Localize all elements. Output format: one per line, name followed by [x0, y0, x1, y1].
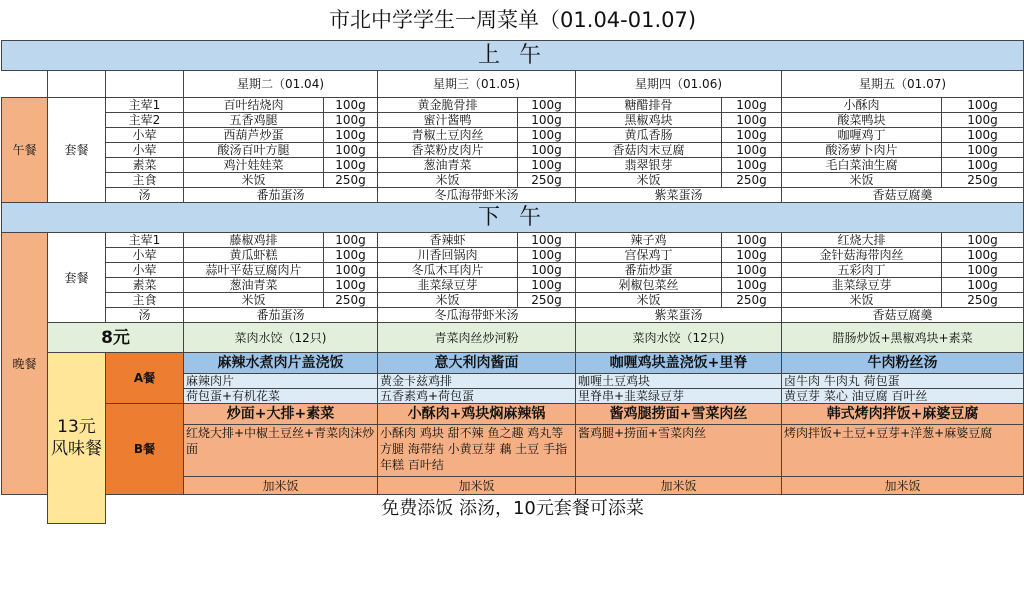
dish-name: 韭菜绿豆芽	[378, 278, 518, 293]
portion: 100g	[722, 128, 782, 143]
portion: 100g	[722, 248, 782, 263]
dish-name: 番茄炒蛋	[576, 263, 722, 278]
a-dish-title: 牛肉粉丝汤	[782, 353, 1024, 374]
portion: 250g	[942, 293, 1024, 308]
portion: 250g	[518, 173, 576, 188]
portion: 100g	[518, 278, 576, 293]
menu-row	[2, 248, 1024, 263]
portion: 100g	[324, 158, 378, 173]
portion: 100g	[722, 113, 782, 128]
dish-name: 米饭	[184, 173, 324, 188]
extra-rice: 加米饭	[184, 477, 378, 495]
portion: 100g	[324, 113, 378, 128]
portion: 100g	[518, 128, 576, 143]
dish-name: 香菇豆腐羹	[782, 188, 1024, 203]
dish-name: 黄瓜香肠	[576, 128, 722, 143]
dish-name: 紫菜蛋汤	[576, 308, 782, 323]
dish-name: 五彩肉丁	[782, 263, 942, 278]
dish-name: 蜜汁酱鸭	[378, 113, 518, 128]
price-13-label: 13元风味餐	[48, 353, 106, 524]
dish-name: 香菜粉皮肉片	[378, 143, 518, 158]
dish-name: 蒜叶平菇豆腐肉片	[184, 263, 324, 278]
portion: 100g	[942, 233, 1024, 248]
category-label: 汤	[106, 188, 184, 203]
dish-name: 川香回锅肉	[378, 248, 518, 263]
set-meal-label: 套餐	[48, 98, 106, 203]
morning-banner: 上 午	[2, 41, 1024, 71]
b-dish-desc: 红烧大排+中椒土豆丝+青菜肉沫炒面	[184, 425, 378, 477]
dish-name: 红烧大排	[782, 233, 942, 248]
portion: 250g	[942, 173, 1024, 188]
dish-name: 米饭	[782, 173, 942, 188]
menu-row	[2, 128, 1024, 143]
portion: 100g	[518, 98, 576, 113]
portion: 100g	[324, 263, 378, 278]
day-header-row	[2, 71, 1024, 98]
dish-name: 冬瓜海带虾米汤	[378, 188, 576, 203]
menu-row	[2, 173, 1024, 188]
dish-name: 葱油青菜	[378, 158, 518, 173]
portion: 100g	[518, 113, 576, 128]
category-label: 素菜	[106, 158, 184, 173]
category-label: 小荤	[106, 143, 184, 158]
portion: 250g	[518, 293, 576, 308]
afternoon-banner: 下 午	[2, 203, 1024, 233]
portion: 100g	[722, 278, 782, 293]
portion: 100g	[942, 278, 1024, 293]
dish-name: 香辣虾	[378, 233, 518, 248]
portion: 100g	[942, 248, 1024, 263]
dish-name: 百叶结烧肉	[184, 98, 324, 113]
price-8-label: 8元	[48, 323, 184, 353]
dish-name: 金针菇海带肉丝	[782, 248, 942, 263]
b-dish-desc: 烤肉拌饭+土豆+豆芽+洋葱+麻婆豆腐	[782, 425, 1024, 477]
portion: 100g	[324, 143, 378, 158]
dish-name: 米饭	[378, 173, 518, 188]
a-dish-line: 卤牛肉 牛肉丸 荷包蛋	[782, 374, 1024, 389]
combo-item: 青菜肉丝炒河粉	[378, 323, 576, 353]
set-meal-label: 套餐	[48, 233, 106, 323]
dish-name: 小酥肉	[782, 98, 942, 113]
dish-name: 番茄蛋汤	[184, 188, 378, 203]
portion: 100g	[324, 248, 378, 263]
category-label: 主荤1	[106, 98, 184, 113]
menu-row	[2, 263, 1024, 278]
portion: 100g	[942, 98, 1024, 113]
b-dish-title: 炒面+大排+素菜	[184, 404, 378, 425]
dish-name: 辣子鸡	[576, 233, 722, 248]
category-label: 主荤1	[106, 233, 184, 248]
portion: 100g	[324, 278, 378, 293]
dish-name: 糖醋排骨	[576, 98, 722, 113]
dish-name: 米饭	[184, 293, 324, 308]
day-header: 星期五（01.07)	[782, 71, 1024, 98]
dish-name: 青椒土豆肉丝	[378, 128, 518, 143]
category-label: 主食	[106, 173, 184, 188]
a-dish-title: 咖喱鸡块盖浇饭+里脊	[576, 353, 782, 374]
day-header: 星期二（01.04)	[184, 71, 378, 98]
dish-name: 鸡汁娃娃菜	[184, 158, 324, 173]
portion: 250g	[324, 173, 378, 188]
category-label: 小荤	[106, 248, 184, 263]
a-dish-line: 黄豆芽 菜心 油豆腐 百叶丝	[782, 389, 1024, 404]
dish-name: 番茄蛋汤	[184, 308, 378, 323]
dish-name: 米饭	[576, 293, 722, 308]
portion: 100g	[518, 158, 576, 173]
portion: 100g	[518, 248, 576, 263]
dish-name: 米饭	[378, 293, 518, 308]
dish-name: 西葫芦炒蛋	[184, 128, 324, 143]
portion: 100g	[518, 143, 576, 158]
portion: 100g	[942, 143, 1024, 158]
dish-name: 毛白菜油生腐	[782, 158, 942, 173]
menu-row	[2, 113, 1024, 128]
portion: 100g	[942, 113, 1024, 128]
b-meal-label: B餐	[106, 404, 184, 495]
a-dish-title: 意大利肉酱面	[378, 353, 576, 374]
day-header: 星期三（01.05)	[378, 71, 576, 98]
dish-name: 五香鸡腿	[184, 113, 324, 128]
dish-name: 酸汤萝卜肉片	[782, 143, 942, 158]
menu-row	[2, 308, 1024, 323]
menu-table	[1, 0, 1024, 524]
portion: 250g	[722, 293, 782, 308]
b-dish-title: 小酥肉+鸡块焖麻辣锅	[378, 404, 576, 425]
portion: 250g	[324, 293, 378, 308]
portion: 100g	[324, 128, 378, 143]
category-label: 主荤2	[106, 113, 184, 128]
portion: 100g	[722, 98, 782, 113]
portion: 100g	[324, 98, 378, 113]
dish-name: 黄瓜虾糕	[184, 248, 324, 263]
dish-name: 冬瓜木耳肉片	[378, 263, 518, 278]
menu-row	[2, 293, 1024, 308]
category-label: 汤	[106, 308, 184, 323]
footer-note: 免费添饭 添汤，10元套餐可添菜	[2, 495, 1024, 524]
combo-item: 菜肉水饺（12只)	[184, 323, 378, 353]
menu-row	[2, 188, 1024, 203]
dish-name: 酸汤百叶方腿	[184, 143, 324, 158]
extra-rice: 加米饭	[782, 477, 1024, 495]
b-dish-desc: 酱鸡腿+捞面+雪菜肉丝	[576, 425, 782, 477]
portion: 100g	[722, 233, 782, 248]
extra-rice: 加米饭	[378, 477, 576, 495]
a-dish-line: 里脊串+韭菜绿豆芽	[576, 389, 782, 404]
dish-name: 剁椒包菜丝	[576, 278, 722, 293]
dish-name: 黄金脆骨排	[378, 98, 518, 113]
category-label: 素菜	[106, 278, 184, 293]
menu-row	[2, 98, 1024, 113]
portion: 100g	[518, 233, 576, 248]
dish-name: 藤椒鸡排	[184, 233, 324, 248]
dish-name: 紫菜蛋汤	[576, 188, 782, 203]
portion: 250g	[722, 173, 782, 188]
extra-rice: 加米饭	[576, 477, 782, 495]
portion: 100g	[324, 233, 378, 248]
dish-name: 米饭	[576, 173, 722, 188]
a-meal-label: A餐	[106, 353, 184, 404]
menu-row	[2, 278, 1024, 293]
dish-name: 香菇豆腐羹	[782, 308, 1024, 323]
dish-name: 冬瓜海带虾米汤	[378, 308, 576, 323]
portion: 100g	[942, 263, 1024, 278]
menu-row	[2, 143, 1024, 158]
portion: 100g	[942, 158, 1024, 173]
day-header: 星期四（01.06)	[576, 71, 782, 98]
a-dish-line: 黄金卡兹鸡排	[378, 374, 576, 389]
menu-row	[2, 158, 1024, 173]
a-dish-line: 咖喱土豆鸡块	[576, 374, 782, 389]
dish-name: 韭菜绿豆芽	[782, 278, 942, 293]
a-dish-line: 麻辣肉片	[184, 374, 378, 389]
dish-name: 香菇肉末豆腐	[576, 143, 722, 158]
b-dish-desc: 小酥肉 鸡块 甜不辣 鱼之趣 鸡丸等 方腿 海带结 小黄豆芽 藕 土豆 手指年糕 百叶结	[378, 425, 576, 477]
a-dish-line: 五香素鸡+荷包蛋	[378, 389, 576, 404]
page-title: 市北中学学生一周菜单（01.04-01.07)	[2, 0, 1024, 41]
portion: 100g	[722, 143, 782, 158]
dish-name: 咖喱鸡丁	[782, 128, 942, 143]
a-dish-title: 麻辣水煮肉片盖浇饭	[184, 353, 378, 374]
dish-name: 宫保鸡丁	[576, 248, 722, 263]
portion: 100g	[722, 263, 782, 278]
dish-name: 翡翠银芽	[576, 158, 722, 173]
combo-item: 菜肉水饺（12只)	[576, 323, 782, 353]
portion: 100g	[722, 158, 782, 173]
category-label: 小荤	[106, 263, 184, 278]
dish-name: 米饭	[782, 293, 942, 308]
a-dish-line: 荷包蛋+有机花菜	[184, 389, 378, 404]
b-dish-title: 酱鸡腿捞面+雪菜肉丝	[576, 404, 782, 425]
category-label: 主食	[106, 293, 184, 308]
portion: 100g	[518, 263, 576, 278]
dish-name: 黑椒鸡块	[576, 113, 722, 128]
meal-label: 晚餐	[2, 233, 48, 495]
b-dish-title: 韩式烤肉拌饭+麻婆豆腐	[782, 404, 1024, 425]
category-label: 小荤	[106, 128, 184, 143]
meal-label: 午餐	[2, 98, 48, 203]
dish-name: 葱油青菜	[184, 278, 324, 293]
portion: 100g	[942, 128, 1024, 143]
combo-item: 腊肠炒饭+黑椒鸡块+素菜	[782, 323, 1024, 353]
dish-name: 酸菜鸭块	[782, 113, 942, 128]
menu-row	[2, 233, 1024, 248]
